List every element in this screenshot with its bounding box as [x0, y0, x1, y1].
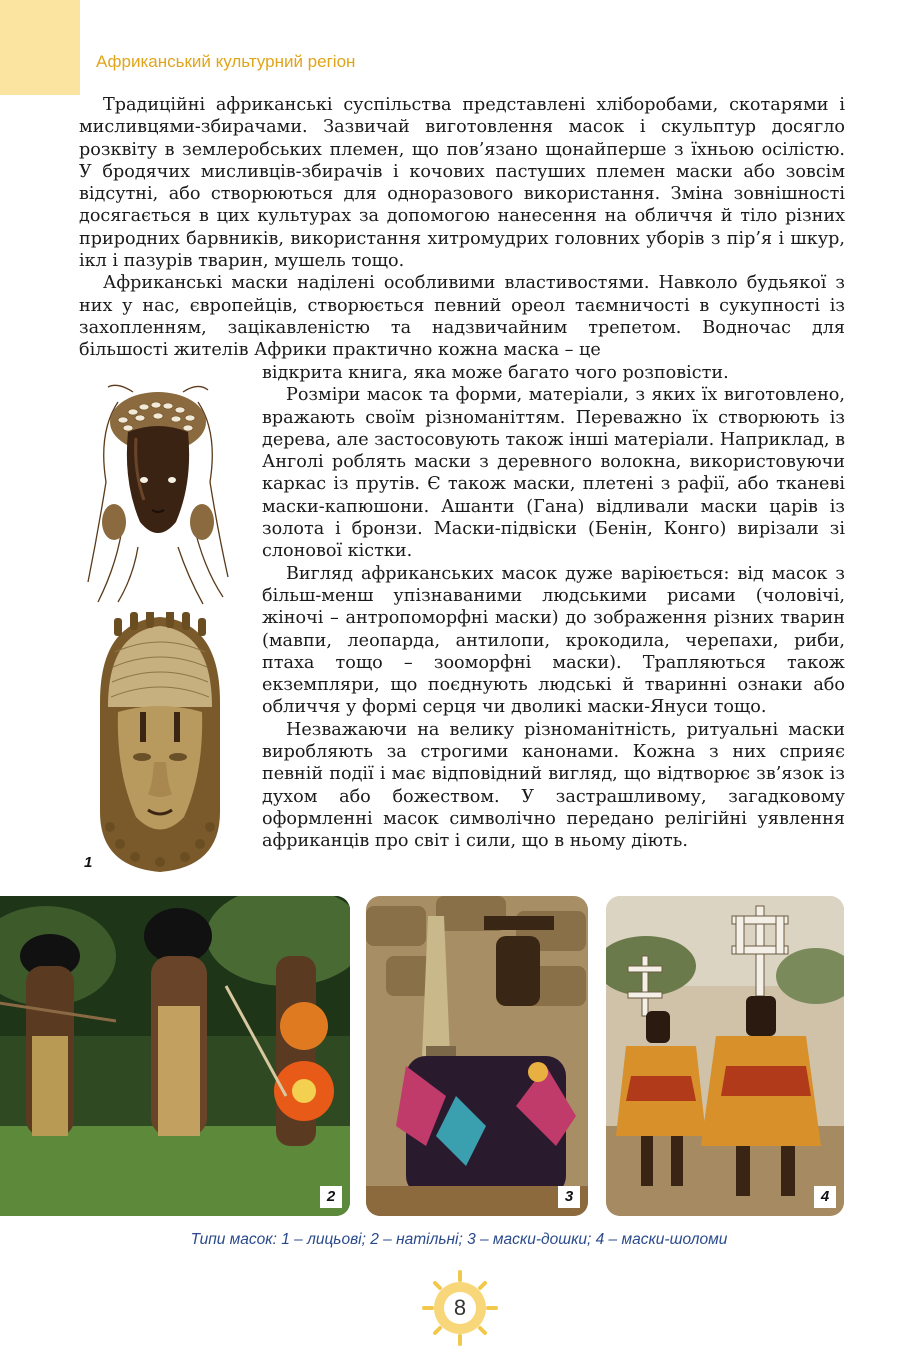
ivory-pendant-mask-image: [80, 612, 240, 874]
figure-number: 4: [814, 1186, 836, 1208]
helmet-mask-photo: [606, 896, 844, 1216]
paragraph: відкрита книга, яка може багато чого розповісти.: [262, 363, 729, 383]
page-number: 8: [453, 1295, 467, 1320]
paragraph: Незважаючи на велику різноманітність, ритуальні маски виробляють за строгими канонами. Кожна з них сприяє певній події і має відповідний вигляд, що відтворює зв’язок із духом або божеством. У застрашливому, загадковому оформленні масок символічно передано релігійні уявлення африканців про світ і сили, що в ньому діють.: [262, 719, 845, 852]
paragraph: Традиційні африканські суспільства представлені хліборобами, скотарями і мисливцями-збирачами. Зазвичай виготовлення масок і скульптур досягло розквіту в землеробських племен, що пов’язано щонайперше з їхньою осілістю. У бродячих мисливців-збирачів і кочових пастуших племен маски або зовсім відсутні, або створюються для одноразового використання. Зміна зовнішності досягається в цих культурах за допомогою нанесення на обличчя й тіло різних природних барвників, використання хитромудрих головних уборів з пір’я і шкур, ікл і пазурів тварин, мушель тощо.: [79, 95, 845, 272]
figure-number: 2: [320, 1186, 342, 1208]
plank-mask-photo: [366, 896, 588, 1216]
body-text-side: [262, 362, 845, 853]
figure-caption: Типи масок: 1 – лицьові; 2 – натільні; 3 – маски-дошки; 4 – маски-шоломи: [190, 1231, 728, 1248]
body-text-top: [79, 94, 845, 362]
wooden-face-mask-image: [78, 372, 238, 607]
figure-number: 3: [558, 1186, 580, 1208]
corner-color-tab: [0, 0, 80, 95]
paragraph: Африканські маски наділені особливими властивостями. Навколо будьякої з них у нас, європейців, створюється певний ореол таємничості в сукупності із захопленням, зацікавленістю та надзвичайним трепетом. Водночас для більшості жителів Африки практично кожна маска – це: [79, 273, 845, 361]
body-mask-photo: [0, 896, 350, 1216]
section-title: Африканський культурний регіон: [96, 52, 356, 71]
page-number-sun-badge: [420, 1268, 500, 1348]
figure-number: 1: [84, 854, 93, 871]
paragraph: Розміри масок та форми, матеріали, з яких їх виготовлено, вражають своїм різноманіттям. Переважно їх створюють із дерева, але застосовують також інші матеріали. Наприклад, в Анголі роблять маски з деревного волокна, використовуючи каркас із прутів. Є також маски, плетені з рафії, або тканеві маски-капюшони. Ашанти (Гана) відливали маски царів із золота і бронзи. Маски-підвіски (Бенін, Конго) вирізали зі слонової кістки.: [262, 385, 845, 562]
paragraph: Вигляд африканських масок дуже варіюється: від масок з більш-менш упізнаваними людськими рисами (чоловічі, жіночі – антропоморфні маски) до зображення різних тварин (мавпи, леопарда, антилопи, крокодила, черепахи, риби, птаха тощо – зооморфні маски). Трапляються також екземпляри, що поєднують людські й тваринні ознаки або обличчя у формі серця чи дволикі маски-Януси тощо.: [262, 563, 845, 718]
